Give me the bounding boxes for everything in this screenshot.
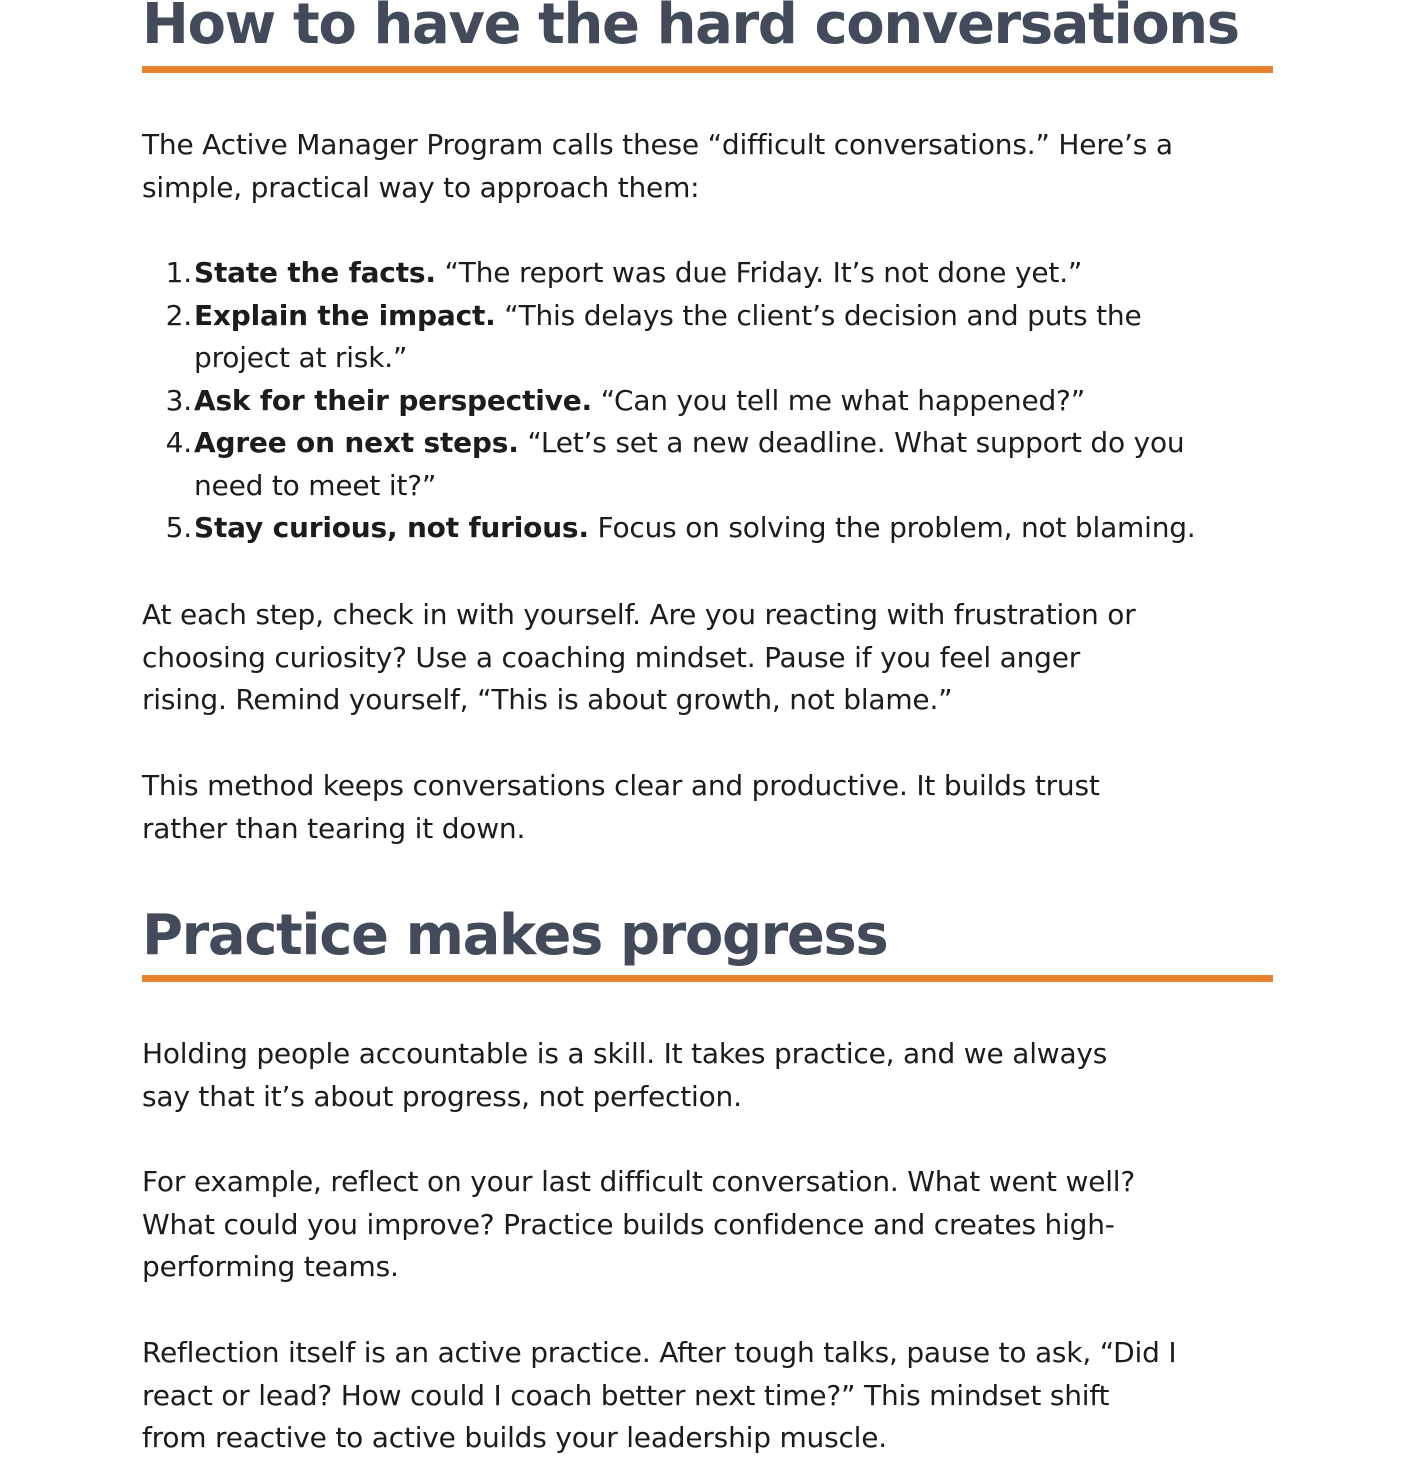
step-number: 2.	[165, 298, 192, 332]
text-line: rising. Remind yourself, “This is about growth, not blame.”	[142, 683, 953, 716]
text-line: Reflection itself is an active practice. After tough talks, pause to ask, “Did I	[142, 1336, 1177, 1369]
list-item	[142, 380, 1196, 423]
step-text-continuation: need to meet it?”	[194, 468, 437, 502]
step-text: Focus on solving the problem, not blaming.	[597, 511, 1196, 544]
title-underline-rule	[142, 66, 1273, 73]
title-underline-rule	[142, 975, 1273, 982]
step-lead: Ask for their perspective.	[194, 383, 592, 417]
text-line: This method keeps conversations clear and productive. It builds trust	[142, 769, 1100, 802]
text-line: rather than tearing it down.	[142, 811, 526, 845]
text-line: react or lead? How could I coach better next time?” This mindset shift	[142, 1378, 1110, 1412]
check-in-paragraph	[142, 594, 1136, 722]
conversation-steps-list	[142, 252, 1196, 550]
list-item	[142, 507, 1196, 550]
text-line: For example, reflect on your last difficult conversation. What went well?	[142, 1165, 1136, 1198]
text-line: choosing curiosity? Use a coaching mindset. Pause if you feel anger	[142, 640, 1081, 674]
text-line	[194, 252, 1196, 295]
step-lead: Stay curious, not furious.	[194, 511, 589, 544]
section-title-practice: Practice makes progress	[142, 903, 888, 968]
skill-paragraph	[142, 1033, 1107, 1118]
text-line	[194, 295, 1196, 338]
list-item	[142, 295, 1196, 380]
text-line: from reactive to active builds your leadership muscle.	[142, 1421, 887, 1454]
example-paragraph	[142, 1161, 1135, 1289]
list-item	[142, 422, 1196, 507]
step-text-continuation: project at risk.”	[194, 341, 408, 374]
step-number: 5.	[165, 511, 192, 544]
text-line	[194, 507, 1196, 550]
text-line: say that it’s about progress, not perfection.	[142, 1079, 742, 1113]
list-item	[142, 252, 1196, 295]
text-line: What could you improve? Practice builds confidence and creates high-	[142, 1207, 1115, 1241]
step-text: “This delays the client’s decision and puts the	[504, 298, 1142, 332]
text-line: The Active Manager Program calls these “difficult conversations.” Here’s a	[142, 128, 1173, 161]
text-line: simple, practical way to approach them:	[142, 170, 700, 204]
step-lead: State the facts.	[194, 256, 436, 289]
reflection-paragraph	[142, 1332, 1176, 1460]
text-line	[194, 422, 1196, 465]
step-text: “Can you tell me what happened?”	[600, 383, 1086, 417]
text-line: performing teams.	[142, 1250, 399, 1283]
text-line	[194, 380, 1196, 423]
section-title-hard-conversations: How to have the hard conversations	[142, 0, 1239, 57]
text-line: Holding people accountable is a skill. It takes practice, and we always	[142, 1037, 1108, 1070]
intro-paragraph	[142, 124, 1173, 209]
text-line: At each step, check in with yourself. Are you reacting with frustration or	[142, 598, 1136, 631]
step-number: 4.	[165, 426, 192, 459]
step-lead: Agree on next steps.	[194, 426, 519, 459]
method-paragraph	[142, 765, 1100, 850]
step-text: “The report was due Friday. It’s not done yet.”	[444, 256, 1083, 289]
step-text: “Let’s set a new deadline. What support do you	[527, 426, 1185, 459]
step-lead: Explain the impact.	[194, 298, 496, 332]
step-number: 1.	[165, 256, 192, 289]
step-number: 3.	[165, 383, 192, 417]
